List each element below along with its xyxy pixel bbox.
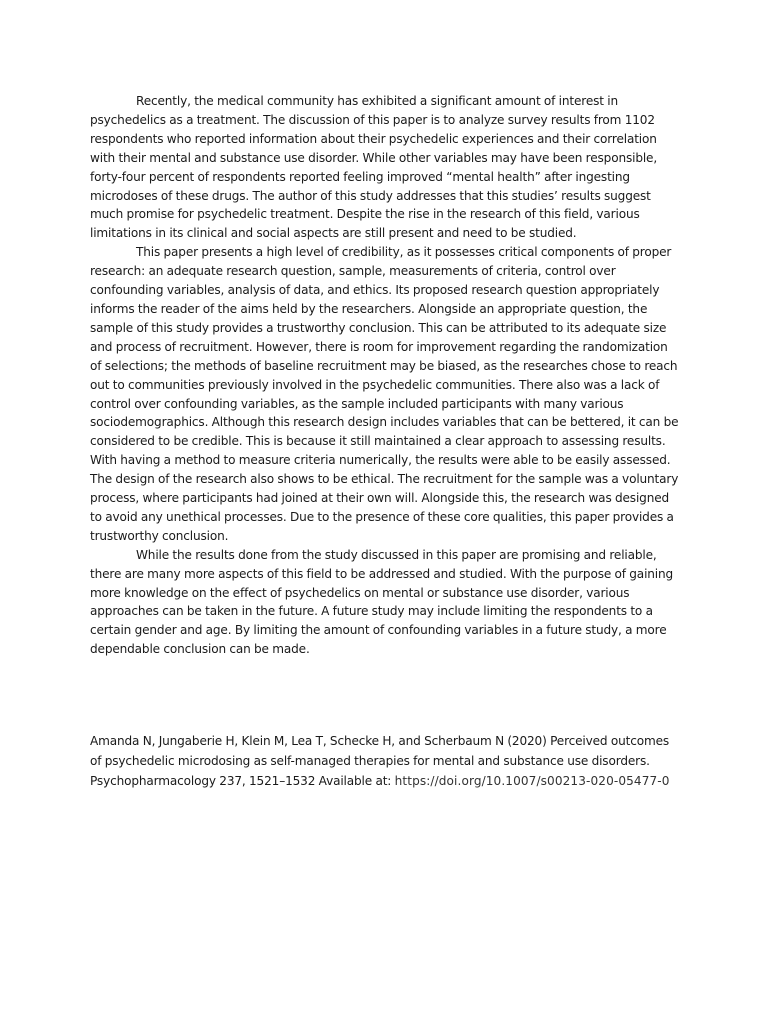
reference-citation <box>90 731 682 791</box>
reference-text: Amanda N, Jungaberie H, Klein M, Lea T, Schecke H, and Scherbaum N (2020) Perceived outcomes of psychedelic microdosing as self-managed therapies for mental and substance use disorders. Psychopharmacology 237, 1521–1532 Available at: <box>90 734 670 788</box>
body-text <box>90 92 682 659</box>
reference-doi-link[interactable]: https://doi.org/10.1007/s00213-020-05477-0 <box>394 774 670 788</box>
paragraph-introduction: Recently, the medical community has exhibited a significant amount of interest in psychedelics as a treatment. The discussion of this paper is to analyze survey results from 1102 respondents who reported information about their psychedelic experiences and their correlation with their mental and substance use disorder. While other variables may have been responsible, forty-four percent of respondents reported feeling improved “mental health” after ingesting microdoses of these drugs. The author of this study addresses that this studies’ results suggest much promise for psychedelic treatment. Despite the rise in the research of this field, various limitations in its clinical and social aspects are still present and need to be studied. <box>90 94 658 241</box>
paragraph-credibility: This paper presents a high level of credibility, as it possesses critical components of proper research: an adequate research question, sample, measurements of criteria, control over confounding variables, analysis of data, and ethics. Its proposed research question appropriately informs the reader of the aims held by the researchers. Alongside an appropriate question, the sample of this study provides a trustworthy conclusion. This can be attributed to its adequate size and process of recruitment. However, there is room for improvement regarding the randomization of selections; the methods of baseline recruitment may be biased, as the researches chose to reach out to communities previously involved in the psychedelic communities. There also was a lack of control over confounding variables, as the sample included participants with many various sociodemographics. Although this research design includes variables that can be bettered, it can be considered to be credible. This is because it still maintained a clear approach to assessing results. With having a method to measure criteria numerically, the results were able to be easily assessed. The design of the research also shows to be ethical. The recruitment for the sample was a voluntary process, where participants had joined at their own will. Alongside this, the research was designed to avoid any unethical processes. Due to the presence of these core qualities, this paper provides a trustworthy conclusion. <box>90 245 679 543</box>
paragraph-future-research: While the results done from the study discussed in this paper are promising and reliable, there are many more aspects of this field to be addressed and studied. With the purpose of gaining more knowledge on the effect of psychedelics on mental or substance use disorder, various approaches can be taken in the future. A future study may include limiting the respondents to a certain gender and age. By limiting the amount of confounding variables in a future study, a more dependable conclusion can be made. <box>90 547 674 657</box>
